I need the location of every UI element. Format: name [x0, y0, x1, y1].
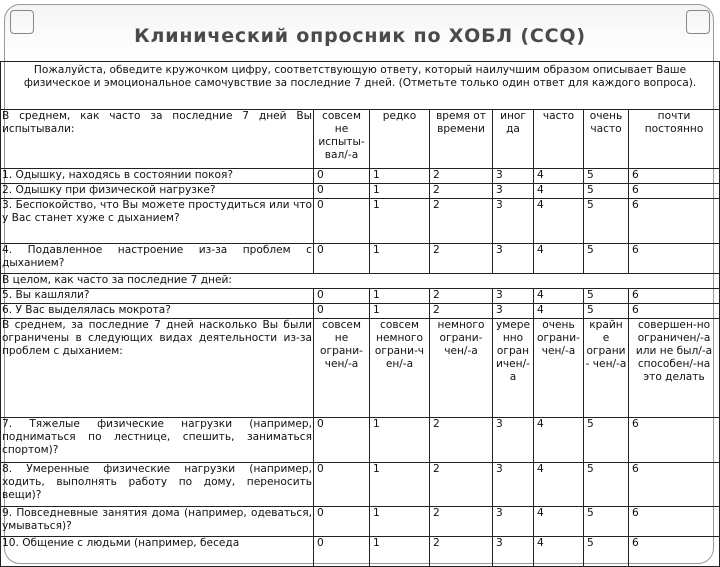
- answer-option[interactable]: 3: [493, 289, 534, 304]
- answer-option[interactable]: 5: [584, 507, 629, 537]
- answer-option[interactable]: 1: [370, 244, 430, 274]
- section-heading: В целом, как часто за последние 7 дней:: [1, 274, 720, 289]
- option-header: иног да: [493, 110, 534, 169]
- frequency-header-row: [1, 110, 720, 169]
- intro-text: Пожалуйста, обведите кружочком цифру, соответствующую ответу, который наилучшим образом описывает Ваше физическое и эмоциональное самочувствие за последние 7 дней. (Отметьте только один ответ для каждого вопроса).: [1, 62, 720, 110]
- option-header: совсем немного ограни-ч ен/-а: [370, 319, 430, 418]
- answer-option[interactable]: 1: [370, 169, 430, 184]
- answer-option[interactable]: 1: [370, 463, 430, 507]
- question-text: 6. У Вас выделялась мокрота?: [1, 304, 314, 319]
- answer-option[interactable]: 6: [629, 418, 720, 463]
- question-row: [1, 199, 720, 244]
- answer-option[interactable]: 3: [493, 463, 534, 507]
- answer-option[interactable]: 6: [629, 199, 720, 244]
- answer-option[interactable]: 0: [314, 463, 370, 507]
- answer-option[interactable]: 4: [534, 199, 584, 244]
- option-header: редко: [370, 110, 430, 169]
- answer-option[interactable]: 3: [493, 199, 534, 244]
- limitation-question-header: В среднем, за последние 7 дней насколько Вы были ограничены в следующих видах деятельности из-за проблем с дыханием:: [1, 319, 314, 418]
- answer-option[interactable]: 6: [629, 304, 720, 319]
- option-header: время от времени: [430, 110, 493, 169]
- question-row: [1, 244, 720, 274]
- answer-option[interactable]: 3: [493, 537, 534, 567]
- option-header: очень ограни-чен/-а: [534, 319, 584, 418]
- frequency-question-header: В среднем, как часто за последние 7 дней Вы испытывали:: [1, 110, 314, 169]
- answer-option[interactable]: 5: [584, 199, 629, 244]
- question-row: [1, 507, 720, 537]
- answer-option[interactable]: 1: [370, 199, 430, 244]
- answer-option[interactable]: 4: [534, 507, 584, 537]
- answer-option[interactable]: 6: [629, 169, 720, 184]
- question-text: 1. Одышку, находясь в состоянии покоя?: [1, 169, 314, 184]
- answer-option[interactable]: 5: [584, 418, 629, 463]
- answer-option[interactable]: 0: [314, 199, 370, 244]
- answer-option[interactable]: 2: [430, 304, 493, 319]
- option-header: совсем не испыты-вал/-а: [314, 110, 370, 169]
- answer-option[interactable]: 2: [430, 507, 493, 537]
- answer-option[interactable]: 4: [534, 184, 584, 199]
- answer-option[interactable]: 0: [314, 244, 370, 274]
- answer-option[interactable]: 4: [534, 537, 584, 567]
- answer-option[interactable]: 0: [314, 304, 370, 319]
- answer-option[interactable]: 5: [584, 463, 629, 507]
- question-text: 9. Повседневные занятия дома (например, одеваться, умываться)?: [1, 507, 314, 537]
- answer-option[interactable]: 3: [493, 507, 534, 537]
- answer-option[interactable]: 6: [629, 507, 720, 537]
- option-header: умере нно огран ичен/-а: [493, 319, 534, 418]
- answer-option[interactable]: 4: [534, 169, 584, 184]
- question-text: 7. Тяжелые физические нагрузки (например, подниматься по лестнице, спешить, заниматься спортом)?: [1, 418, 314, 463]
- answer-option[interactable]: 4: [534, 304, 584, 319]
- answer-option[interactable]: 5: [584, 537, 629, 567]
- answer-option[interactable]: 6: [629, 463, 720, 507]
- answer-option[interactable]: 5: [584, 289, 629, 304]
- answer-option[interactable]: 6: [629, 289, 720, 304]
- question-text: 2. Одышку при физической нагрузке?: [1, 184, 314, 199]
- question-text: 8. Умеренные физические нагрузки (например, ходить, выполнять работу по дому, переносить вещи)?: [1, 463, 314, 507]
- answer-option[interactable]: 0: [314, 184, 370, 199]
- answer-option[interactable]: 6: [629, 244, 720, 274]
- answer-option[interactable]: 3: [493, 184, 534, 199]
- answer-option[interactable]: 0: [314, 418, 370, 463]
- question-text: 5. Вы кашляли?: [1, 289, 314, 304]
- answer-option[interactable]: 6: [629, 537, 720, 567]
- questionnaire-table: [0, 61, 720, 567]
- option-header: совершен-но ограничен/-а или не был/-а способен/-на это делать: [629, 319, 720, 418]
- answer-option[interactable]: 2: [430, 537, 493, 567]
- question-row: [1, 169, 720, 184]
- option-header: крайн е ограни - чен/-а: [584, 319, 629, 418]
- answer-option[interactable]: 3: [493, 304, 534, 319]
- answer-option[interactable]: 1: [370, 537, 430, 567]
- answer-option[interactable]: 1: [370, 304, 430, 319]
- answer-option[interactable]: 1: [370, 184, 430, 199]
- question-row: [1, 184, 720, 199]
- intro-row: [1, 62, 720, 110]
- question-text: 10. Общение с людьми (например, беседа: [1, 537, 314, 567]
- question-row: [1, 418, 720, 463]
- question-row: [1, 304, 720, 319]
- answer-option[interactable]: 2: [430, 184, 493, 199]
- answer-option[interactable]: 4: [534, 244, 584, 274]
- answer-option[interactable]: 2: [430, 199, 493, 244]
- answer-option[interactable]: 2: [430, 418, 493, 463]
- question-row: [1, 537, 720, 567]
- option-header: часто: [534, 110, 584, 169]
- answer-option[interactable]: 4: [534, 289, 584, 304]
- answer-option[interactable]: 3: [493, 418, 534, 463]
- answer-option[interactable]: 0: [314, 537, 370, 567]
- option-header: немного ограни-чен/-а: [430, 319, 493, 418]
- answer-option[interactable]: 5: [584, 244, 629, 274]
- answer-option[interactable]: 2: [430, 463, 493, 507]
- answer-option[interactable]: 0: [314, 289, 370, 304]
- answer-option[interactable]: 5: [584, 184, 629, 199]
- answer-option[interactable]: 5: [584, 169, 629, 184]
- question-text: 3. Беспокойство, что Вы можете простудиться или что у Вас станет хуже с дыханием?: [1, 199, 314, 244]
- answer-option[interactable]: 2: [430, 289, 493, 304]
- answer-option[interactable]: 1: [370, 418, 430, 463]
- answer-option[interactable]: 2: [430, 169, 493, 184]
- answer-option[interactable]: 3: [493, 244, 534, 274]
- question-row: [1, 289, 720, 304]
- answer-option[interactable]: 6: [629, 184, 720, 199]
- option-header: почти постоянно: [629, 110, 720, 169]
- page-title: Клинический опросник по ХОБЛ (CCQ): [134, 25, 586, 47]
- answer-option[interactable]: 0: [314, 169, 370, 184]
- question-text: 4. Подавленное настроение из-за проблем с дыханием?: [1, 244, 314, 274]
- limitation-header-row: [1, 319, 720, 418]
- section-heading-row: [1, 274, 720, 289]
- option-header: совсем не ограни-чен/-а: [314, 319, 370, 418]
- answer-option[interactable]: 5: [584, 304, 629, 319]
- question-row: [1, 463, 720, 507]
- option-header: очень часто: [584, 110, 629, 169]
- answer-option[interactable]: 2: [430, 244, 493, 274]
- answer-option[interactable]: 1: [370, 507, 430, 537]
- answer-option[interactable]: 4: [534, 418, 584, 463]
- answer-option[interactable]: 0: [314, 507, 370, 537]
- answer-option[interactable]: 4: [534, 463, 584, 507]
- answer-option[interactable]: 1: [370, 289, 430, 304]
- answer-option[interactable]: 3: [493, 169, 534, 184]
